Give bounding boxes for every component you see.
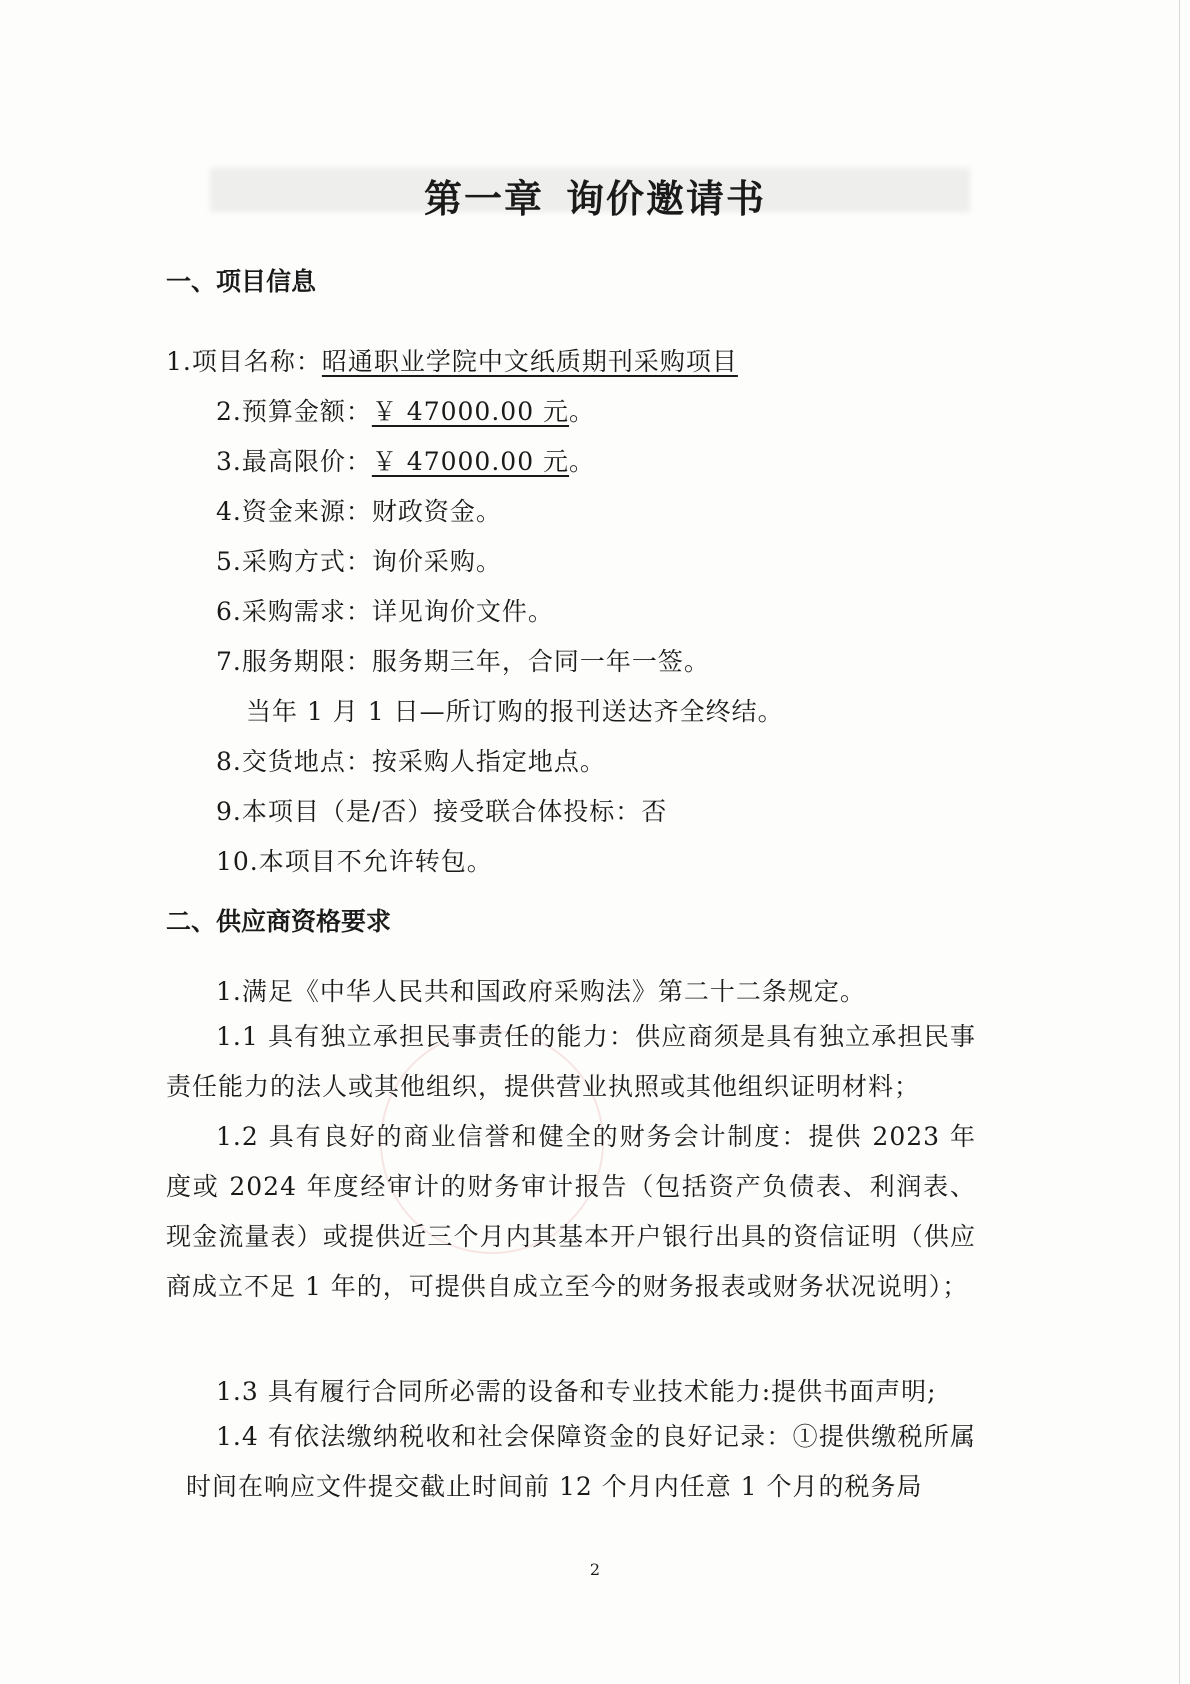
item-project-name: 1.项目名称：昭通职业学院中文纸质期刊采购项目 xyxy=(166,347,738,376)
item-procurement-method: 5.采购方式：询价采购。 xyxy=(216,547,502,576)
req-1: 1.满足《中华人民共和国政府采购法》第二十二条规定。 xyxy=(216,977,866,1006)
item-service-term-detail: 当年 1 月 1 日—所订购的报刊送达齐全终结。 xyxy=(246,697,784,726)
item-fund-source: 4.资金来源：财政资金。 xyxy=(216,497,502,526)
item-service-term: 7.服务期限：服务期三年，合同一年一签。 xyxy=(216,647,710,676)
page-title xyxy=(0,168,1190,223)
item-requirements: 6.采购需求：详见询价文件。 xyxy=(216,597,554,626)
req-1-2: 1.2 具有良好的商业信誉和健全的财务会计制度：提供 2023 年度或 2024 年度经审计的财务审计报告（包括资产负债表、利润表、现金流量表）或提供近三个月内其基本开户银行出具的资信证明（供应商成立不足 1 年的，可提供自成立至今的财务报表或财务状况说明）； xyxy=(166,1122,976,1301)
title-part1: 第一章 xyxy=(423,177,544,221)
item-consortium: 9.本项目（是/否）接受联合体投标：否 xyxy=(216,797,668,826)
page-number: 2 xyxy=(589,1560,601,1579)
req-1-3: 1.3 具有履行合同所必需的设备和专业技术能力:提供书面声明; xyxy=(216,1377,937,1406)
req-1-1: 1.1 具有独立承担民事责任的能力：供应商须是具有独立承担民事责任能力的法人或其他组织，提供营业执照或其他组织证明材料； xyxy=(166,1022,976,1101)
req-1-4: 1.4 有依法缴纳税收和社会保障资金的良好记录：①提供缴税所属时间在响应文件提交截止时间前 12 个月内任意 1 个月的税务局 xyxy=(186,1422,976,1501)
title-part2: 询价邀请书 xyxy=(566,177,767,221)
page-edge-line xyxy=(1179,0,1180,1684)
item-no-subcontract: 10.本项目不允许转包。 xyxy=(216,847,493,876)
item-budget: 2.预算金额：￥ 47000.00 元。 xyxy=(216,397,596,426)
section-heading-1: 一、项目信息 xyxy=(166,267,317,296)
item-delivery-location: 8.交货地点：按采购人指定地点。 xyxy=(216,747,606,776)
item-max-price: 3.最高限价：￥ 47000.00 元。 xyxy=(216,447,596,476)
section-heading-2: 二、供应商资格要求 xyxy=(166,907,392,936)
